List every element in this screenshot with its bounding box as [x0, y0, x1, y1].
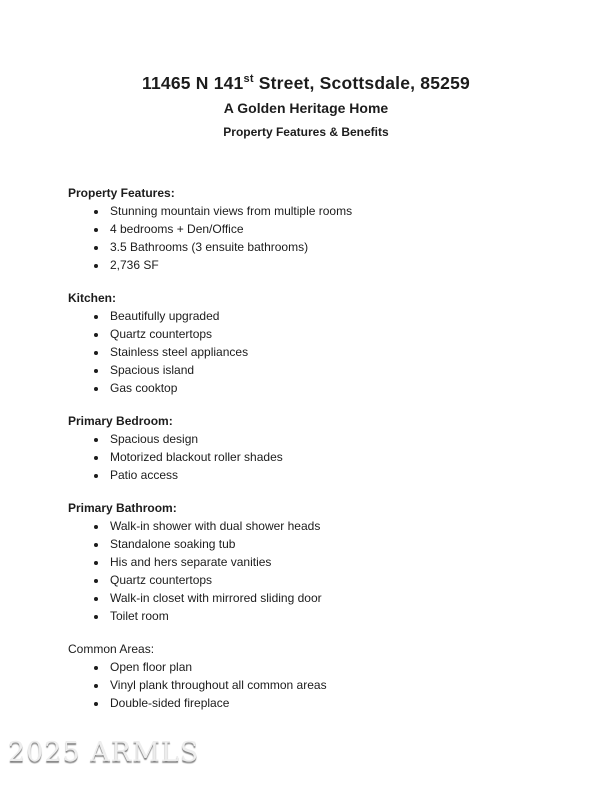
page-title-ordinal-superscript: st [243, 73, 254, 86]
list-item: • Stunning mountain views from multiple rooms [108, 202, 572, 220]
section-primary-bedroom [68, 412, 572, 484]
bullet-list [68, 430, 572, 484]
page-title-suffix: Street, Scottsdale, 85259 [253, 73, 470, 93]
list-item: • Spacious design [108, 430, 572, 448]
list-item: • Spacious island [108, 361, 572, 379]
section-common-areas [68, 640, 572, 712]
list-item: • 4 bedrooms + Den/Office [108, 220, 572, 238]
list-item: • Walk-in closet with mirrored sliding door [108, 589, 572, 607]
section-heading: Primary Bathroom: [68, 501, 177, 515]
list-item: • Beautifully upgraded [108, 307, 572, 325]
armls-watermark: 2025 ARMLS [8, 737, 200, 768]
list-item: • Toilet room [108, 607, 572, 625]
list-item: • Vinyl plank throughout all common areas [108, 676, 572, 694]
list-item: • Standalone soaking tub [108, 535, 572, 553]
list-item: • Quartz countertops [108, 571, 572, 589]
list-item: • Gas cooktop [108, 379, 572, 397]
section-heading: Common Areas: [68, 642, 155, 656]
list-item: • Open floor plan [108, 658, 572, 676]
section-primary-bathroom [68, 499, 572, 625]
bullet-list [68, 658, 572, 712]
section-heading: Property Features: [68, 186, 175, 200]
list-item: • Stainless steel appliances [108, 343, 572, 361]
list-item: • Patio access [108, 466, 572, 484]
page-tagline: Property Features & Benefits [223, 125, 389, 139]
bullet-list [68, 517, 572, 625]
page-title [0, 72, 612, 94]
list-item: • Quartz countertops [108, 325, 572, 343]
section-heading: Primary Bedroom: [68, 414, 173, 428]
page-subtitle: A Golden Heritage Home [223, 100, 389, 116]
list-item: • Motorized blackout roller shades [108, 448, 572, 466]
list-item: • 3.5 Bathrooms (3 ensuite bathrooms) [108, 238, 572, 256]
section-property-features [68, 184, 572, 274]
section-heading: Kitchen: [68, 291, 116, 305]
bullet-list [68, 307, 572, 397]
list-item: • His and hers separate vanities [108, 553, 572, 571]
document-header [0, 0, 612, 140]
list-item: • 2,736 SF [108, 256, 572, 274]
list-item: • Walk-in shower with dual shower heads [108, 517, 572, 535]
section-kitchen [68, 289, 572, 397]
bullet-list [68, 202, 572, 274]
list-item: • Double-sided fireplace [108, 694, 572, 712]
page-title-prefix: 11465 N 141 [142, 73, 244, 93]
features-content [68, 184, 572, 727]
